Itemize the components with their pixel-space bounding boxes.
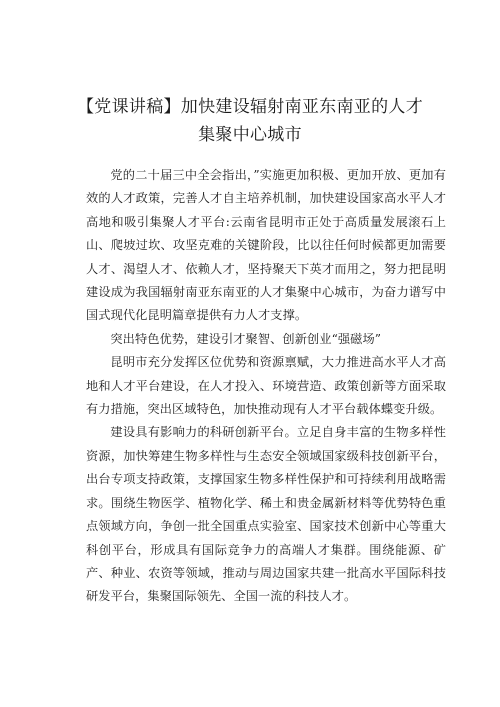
article-title-line1: 【党课讲稿】加快建设辐射南亚东南亚的人才 [77, 97, 423, 117]
paragraph-overview: 昆明市充分发挥区位优势和资源禀赋，大力推进高水平人才高地和人才平台建设，在人才投入、环境营造、政策创新等方面采取有力措施，突出区域特色，加快推动现有人才平台载体蝶变升级。 [86, 355, 446, 417]
paragraph-research-platform: 建设具有影响力的科研创新平台。立足自身丰富的生物多样性资源，加快筹建生物多样性与生态安全领域国家级科技创新平台，出台专项支持政策，支撑国家生物多样性保护和可持续利用战略需求。围绕生物医学、植物化学、稀土和贵金属新材料等优势特色重点领域方向，争创一批全国重点实验室、国家技术创新中心等重大科创平台，形成具有国际竞争力的高端人才集群。围绕能源、矿产、种业、农资等领域，推动与周边国家共建一批高水平国际科技研发平台，集聚国际领先、全国一流的科技人才。 [86, 425, 446, 604]
section-heading: 突出特色优势，建设引才聚智、创新创业“强磁场” [110, 331, 382, 346]
article-body [86, 164, 446, 609]
paragraph-intro: 党的二十届三中全会指出，”实施更加积极、更加开放、更加有效的人才政策，完善人才自主培养机制，加快建设国家高水平人才高地和吸引集聚人才平台:云南省昆明市正处于高质量发展滚石上山、爬坡过坎、攻坚克难的关键阶段，比以往任何时候都更加需要人才、渴望人才、依赖人才，坚持聚天下英才而用之，努力把昆明建设成为我国辐射南亚东南亚的人才集聚中心城市，为奋力谱写中国式现代化昆明篇章提供有力人才支撑。 [86, 168, 446, 323]
article-title-line2: 集聚中心城市 [198, 125, 302, 145]
